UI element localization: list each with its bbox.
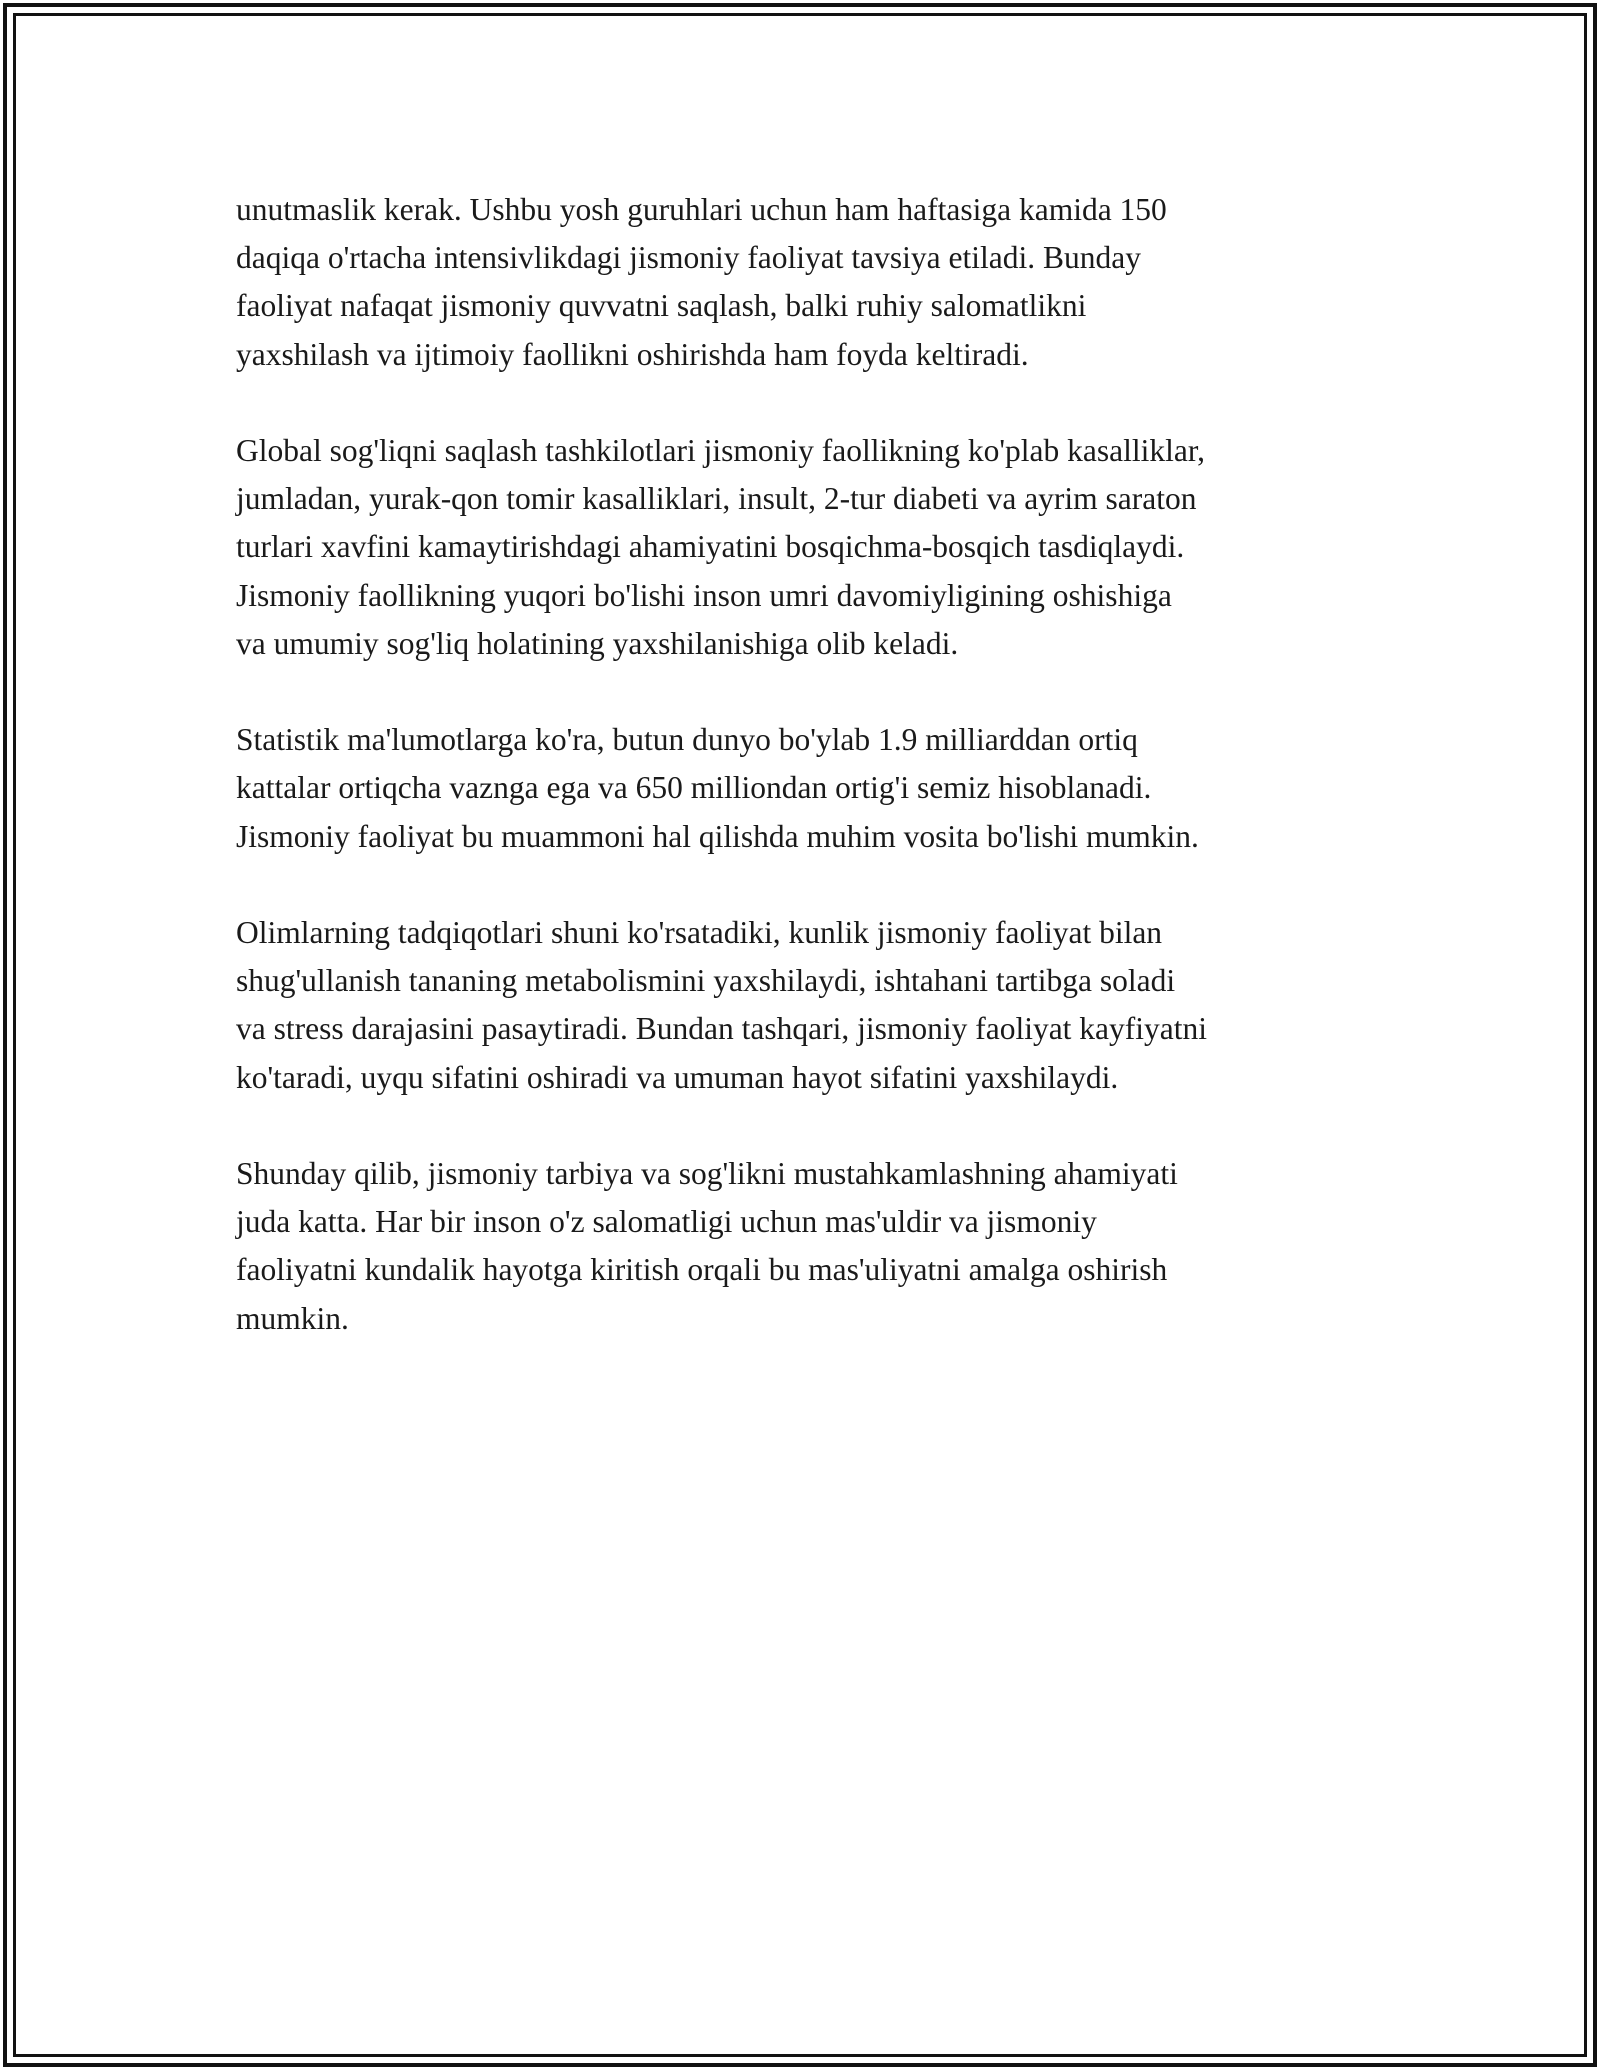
paragraph-4: Olimlarning tadqiqotlari shuni ko'rsatadiki, kunlik jismoniy faoliyat bilan shug'ullanish tananing metabolismini yaxshilaydi, ishtahani tartibga soladi va stress darajasini pasaytiradi. Bundan tashqari, jismoniy faoliyat kayfiyatni ko'taradi, uyqu sifatini oshiradi va umuman hayot sifatini yaxshilaydi. xyxy=(236,915,1208,1095)
paragraph-1: unutmaslik kerak. Ushbu yosh guruhlari uchun ham haftasiga kamida 150 daqiqa o'rtacha intensivlikdagi jismoniy faoliyat tavsiya etiladi. Bunday faoliyat nafaqat jismoniy quvvatni saqlash, balki ruhiy salomatlikni yaxshilash va ijtimoiy faollikni oshirishda ham foyda keltiradi. xyxy=(236,192,1167,372)
document-body xyxy=(236,186,1376,1391)
paragraph-3: Statistik ma'lumotlarga ko'ra, butun dunyo bo'ylab 1.9 milliarddan ortiq kattalar ortiqcha vaznga ega va 650 milliondan ortig'i semiz hisoblanadi. Jismoniy faoliyat bu muammoni hal qilishda muhim vosita bo'lishi mumkin. xyxy=(236,722,1199,854)
paragraph-5: Shunday qilib, jismoniy tarbiya va sog'likni mustahkamlashning ahamiyati juda katta. Har bir inson o'z salomatligi uchun mas'uldir va jismoniy faoliyatni kundalik hayotga kiritish orqali bu mas'uliyatni amalga oshirish mumkin. xyxy=(236,1156,1178,1336)
paragraph-2: Global sog'liqni saqlash tashkilotlari jismoniy faollikning ko'plab kasalliklar, jumladan, yurak-qon tomir kasalliklari, insult, 2-tur diabeti va ayrim saraton turlari xavfini kamaytirishdagi ahamiyatini bosqichma-bosqich tasdiqlaydi. Jismoniy faollikning yuqori bo'lishi inson umri davomiyligining oshishiga va umumiy sog'liq holatining yaxshilanishiga olib keladi. xyxy=(236,433,1205,661)
